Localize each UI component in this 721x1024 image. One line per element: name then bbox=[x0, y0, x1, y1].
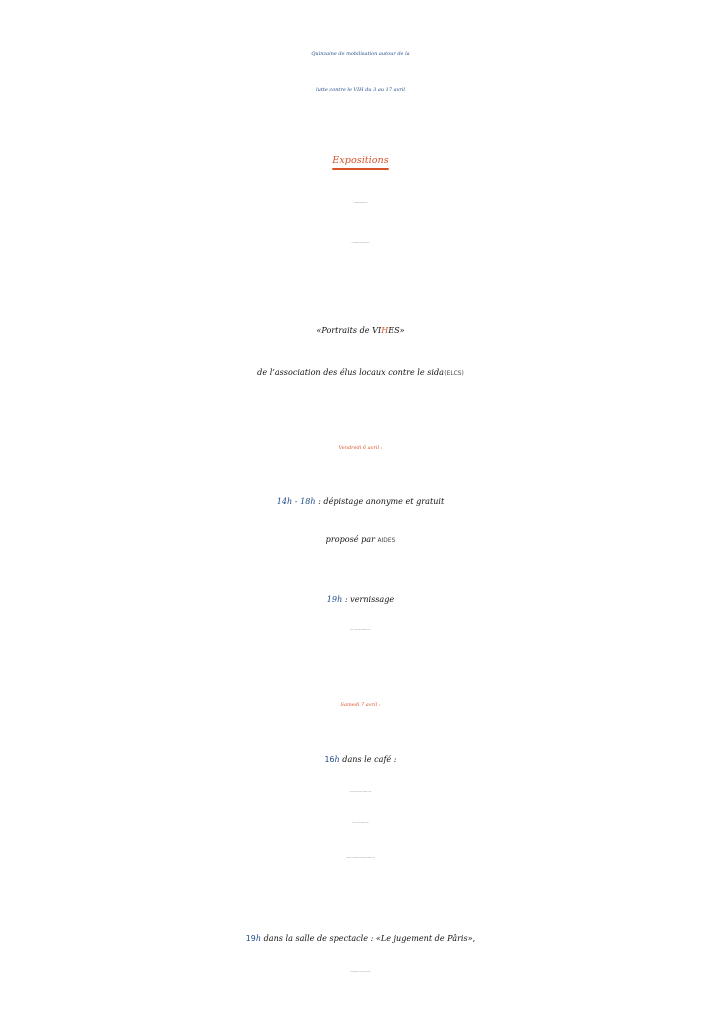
vendredi-heading: Vendredi 6 avril : bbox=[338, 445, 383, 451]
expo2-abbr: (ELCS) bbox=[444, 371, 464, 377]
samedi-event2-line2: opéra comique de la Cie Bien du Plaisir bbox=[350, 972, 371, 973]
samedi-event1-title: «Retour sur 30 ans de lutte contre le sida» bbox=[349, 792, 372, 793]
samedi-event1-role: Président de l’association des élus locaux contre le sida bbox=[346, 858, 375, 859]
samedi-event1-time-num: 16 bbox=[324, 755, 335, 764]
samedi-heading: Samedi 7 avril : bbox=[340, 702, 381, 708]
vendredi-event1-by: proposé par bbox=[325, 534, 378, 544]
samedi-event2-text: dans la salle de spectacle : «Le jugement de Pâris», bbox=[261, 933, 476, 943]
expo2-title-h: H bbox=[381, 325, 389, 335]
expo2-title bbox=[0, 326, 721, 334]
vendredi-event1-line1 bbox=[0, 497, 721, 505]
header-line-2: lutte contre le VIH du 3 au 17 avril bbox=[316, 87, 405, 93]
vendredi-event2-text: : vernissage bbox=[342, 594, 395, 604]
expo2-organizer bbox=[0, 368, 721, 378]
expo2-title-pre: «Portraits de VI bbox=[316, 325, 382, 335]
header-line-1: Quinzaine de mobilisation autour de la bbox=[311, 51, 410, 57]
vendredi-event2-guest: Invité : Rémy Hamai, Président d’Act Up bbox=[350, 630, 371, 631]
vendredi-event1-text: : dépistage anonyme et gratuit bbox=[315, 496, 445, 506]
samedi-event1-text: dans le café : bbox=[339, 754, 397, 764]
expo1-organizer: de l’association les Séropotes Paris bbox=[351, 243, 370, 244]
samedi-event2-line1 bbox=[0, 934, 721, 943]
samedi-event1-guest: Invité : Jean-Luc Romero Michel, bbox=[352, 823, 369, 824]
expo1-title: «Emotionnellement vôtres» bbox=[353, 203, 368, 204]
vendredi-event1-time: 14h - 18h bbox=[276, 496, 316, 506]
samedi-event2-time-num: 19 bbox=[245, 934, 256, 943]
expositions-heading bbox=[0, 156, 721, 166]
expositions-heading-text: Expositions bbox=[332, 155, 389, 166]
vendredi-event1-org: AIDES bbox=[377, 538, 396, 544]
samedi-event1-time-h: h bbox=[334, 754, 340, 764]
samedi-event2-time-h: h bbox=[255, 933, 262, 943]
expo2-title-post: ES» bbox=[388, 325, 405, 335]
vendredi-event1-line2 bbox=[0, 535, 721, 545]
samedi-event1-line1 bbox=[0, 755, 721, 764]
vendredi-event2-time: 19h bbox=[326, 594, 343, 604]
vendredi-event2-line1 bbox=[0, 595, 721, 603]
expo2-organizer-text: de l’association des élus locaux contre le sida bbox=[257, 367, 444, 377]
